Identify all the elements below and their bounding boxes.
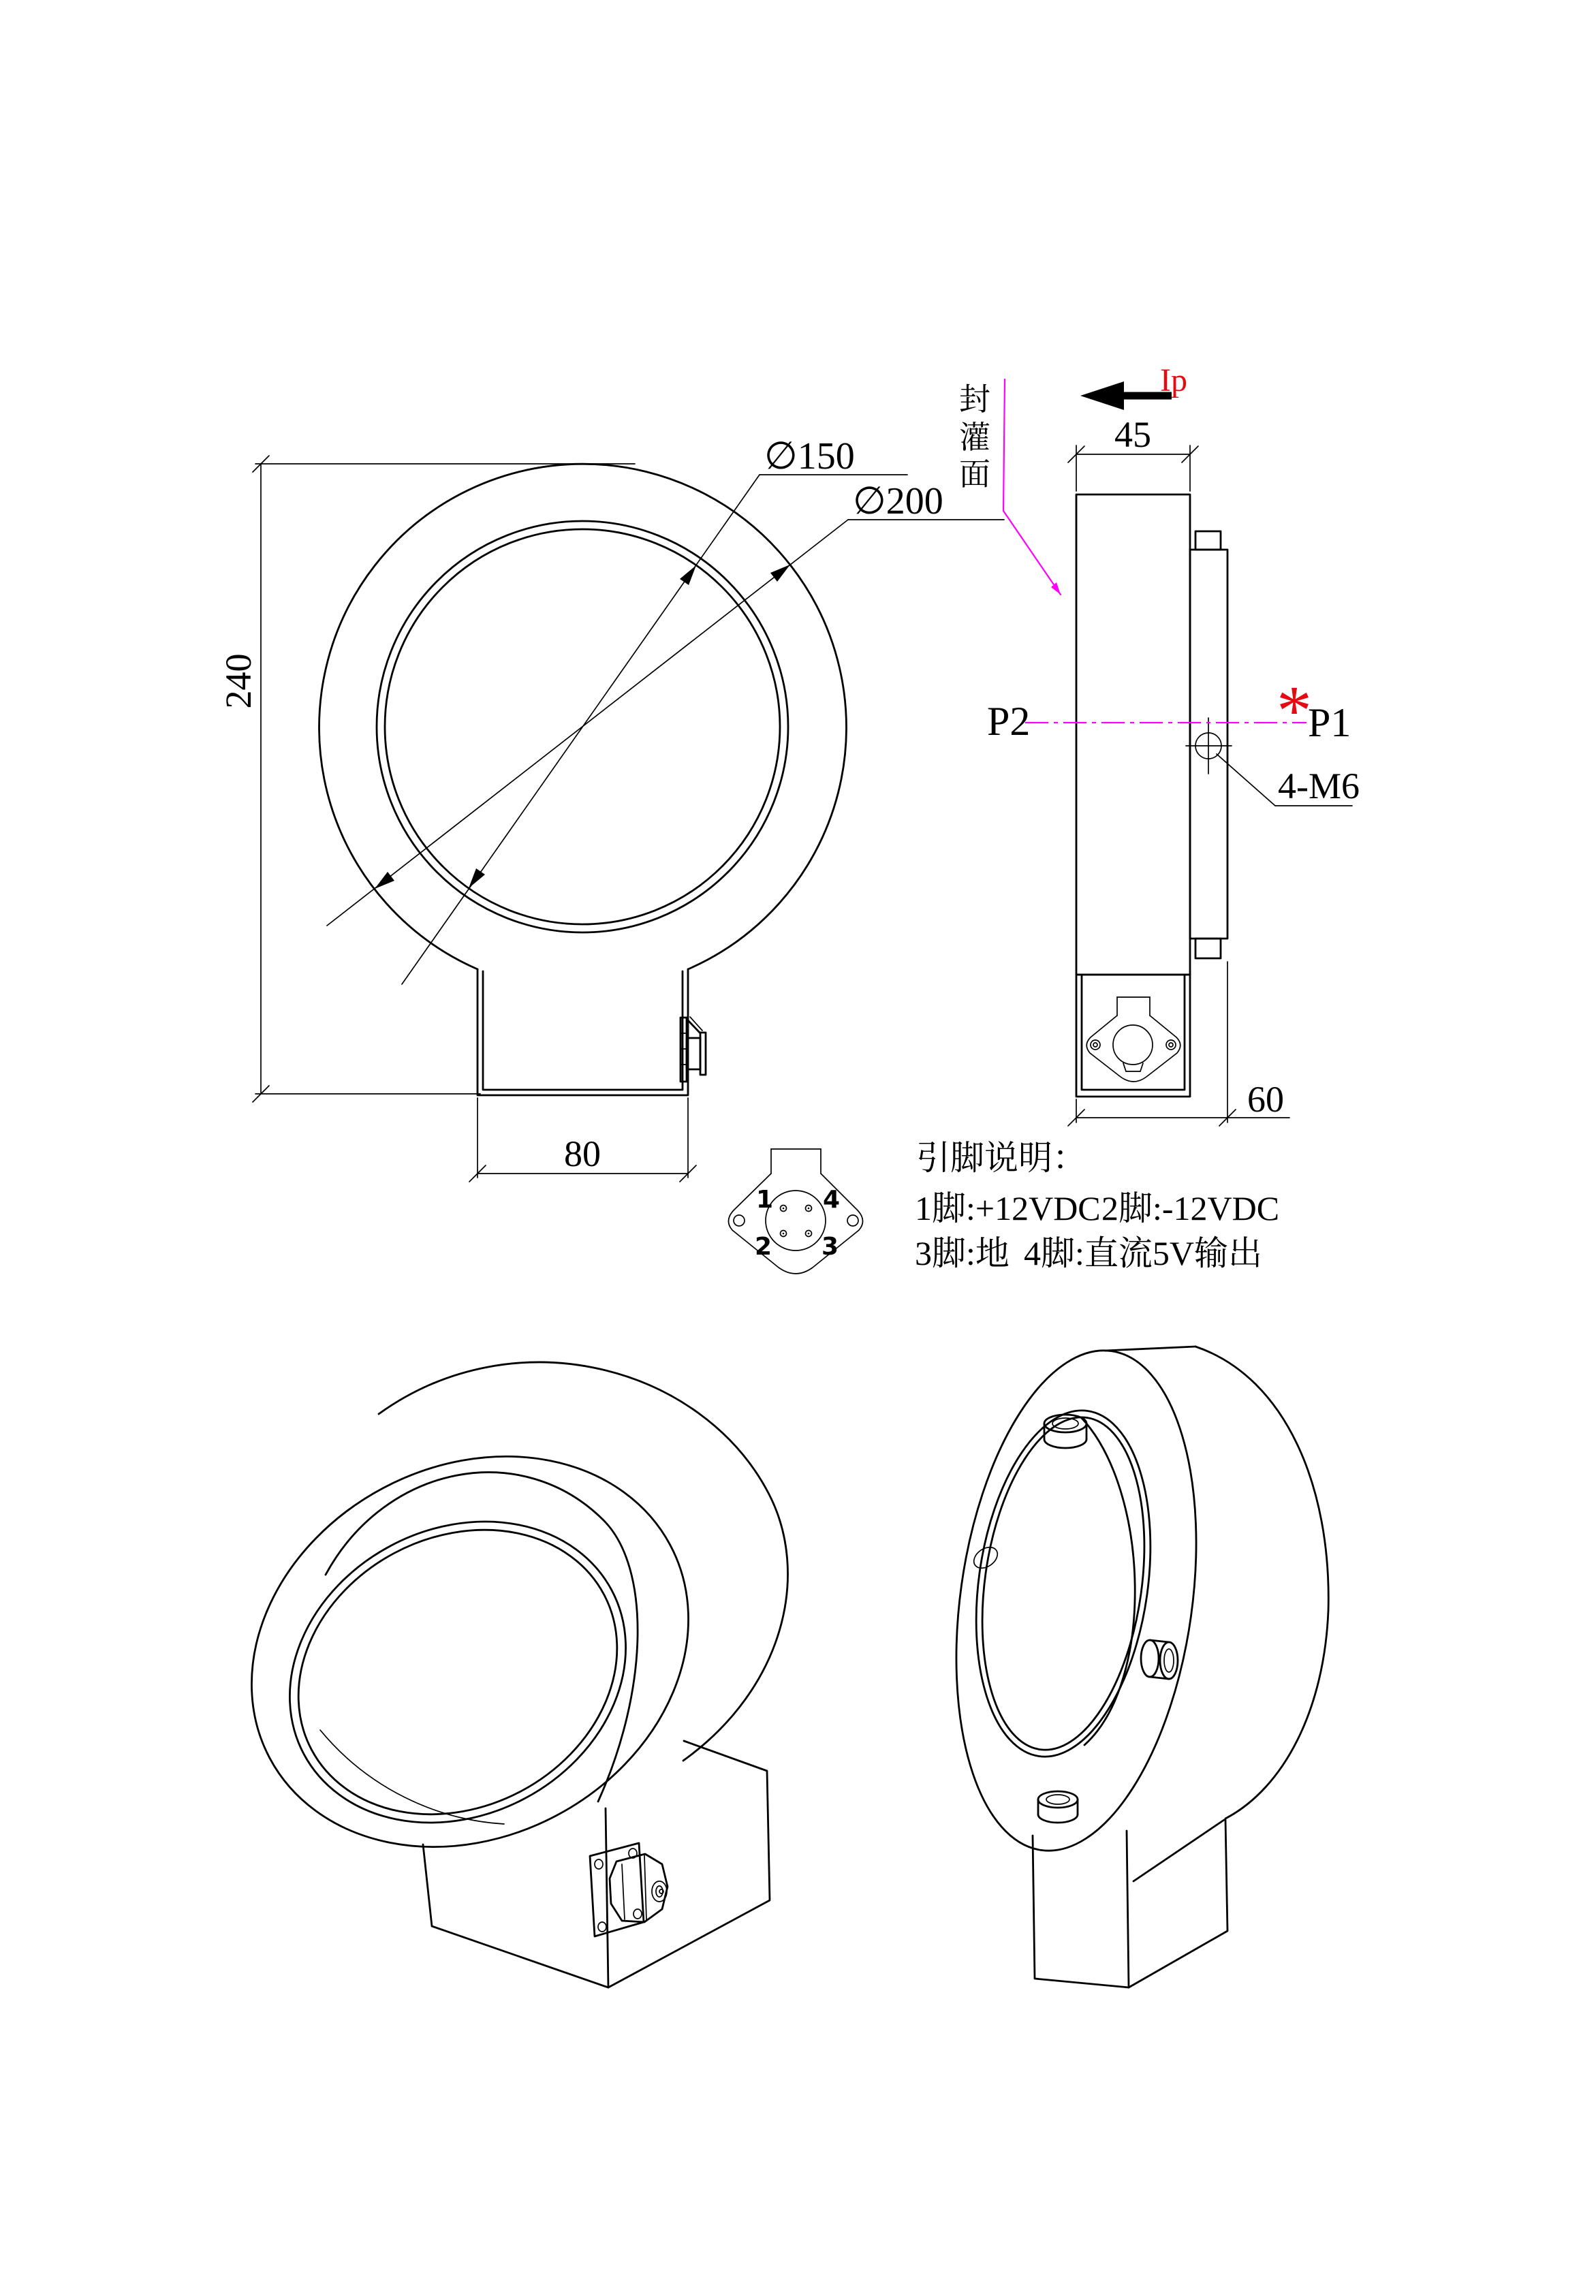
dim-dia150 bbox=[402, 435, 907, 984]
iso-l-bore-inner bbox=[248, 1475, 667, 1869]
pinout-keyway bbox=[771, 1149, 821, 1174]
iso-l-front-rim bbox=[183, 1382, 757, 1922]
potting-char-2: 灌 bbox=[959, 420, 990, 455]
p1-label: P1 bbox=[1308, 700, 1351, 745]
note-pin1: 1脚:+12VDC bbox=[915, 1189, 1101, 1227]
pinout-hole-left bbox=[734, 1215, 745, 1226]
dia200-label: ∅200 bbox=[853, 480, 943, 522]
front-view bbox=[218, 435, 1004, 1182]
note-pin4: 4脚:直流5V输出 bbox=[1024, 1234, 1262, 1272]
connector-pinout bbox=[728, 1149, 862, 1274]
iso-view-right bbox=[926, 1335, 1328, 1987]
dim-45 bbox=[1068, 414, 1198, 491]
dim-60-label: 60 bbox=[1247, 1079, 1284, 1120]
pinout-flange bbox=[728, 1174, 862, 1274]
dim-80 bbox=[469, 1098, 696, 1182]
iso-r-hole-left bbox=[970, 1543, 1001, 1572]
m6-hole bbox=[1186, 718, 1232, 774]
ring-outer-circle bbox=[319, 464, 847, 969]
potting-callout bbox=[959, 379, 1061, 595]
iso-l-bottom-box bbox=[423, 1741, 770, 1987]
potting-char-3: 面 bbox=[959, 457, 990, 492]
pinout-barrel bbox=[766, 1191, 826, 1251]
iso-l-connector bbox=[590, 1843, 668, 1936]
p2-label: P2 bbox=[987, 699, 1031, 744]
bottom-box-outer bbox=[478, 969, 688, 1095]
dim-60 bbox=[1068, 962, 1289, 1126]
dim-240-label: 240 bbox=[218, 653, 259, 709]
dim-80-label: 80 bbox=[564, 1133, 601, 1174]
dim-45-label: 45 bbox=[1114, 414, 1151, 455]
bottom-box-inner bbox=[483, 971, 683, 1090]
pin-1-label: 1 bbox=[756, 1186, 774, 1214]
iso-r-front-rim bbox=[926, 1335, 1226, 1866]
dia150-label: ∅150 bbox=[764, 435, 855, 477]
ip-label: Ip bbox=[1160, 362, 1187, 398]
iso-r-bottom-box bbox=[1033, 1820, 1227, 1987]
note-pin3: 3脚:地 bbox=[915, 1234, 1010, 1272]
ip-arrow bbox=[1080, 362, 1187, 410]
star-marker: * bbox=[1277, 672, 1312, 750]
iso-r-boss-bottom bbox=[1038, 1791, 1078, 1823]
dim-240 bbox=[218, 456, 635, 1102]
iso-r-back-rim bbox=[1195, 1347, 1328, 1819]
pin-4-label: 4 bbox=[823, 1186, 841, 1214]
connector-face-side bbox=[1086, 997, 1180, 1082]
iso-l-bore-wall bbox=[320, 1730, 504, 1824]
plate-clip-bottom bbox=[1195, 939, 1221, 958]
note-pin2: 2脚:-12VDC bbox=[1101, 1189, 1280, 1227]
pinout-pins bbox=[781, 1206, 812, 1237]
body-outline bbox=[1076, 494, 1190, 975]
iso-r-boss-right bbox=[1141, 1640, 1178, 1679]
pin-notes bbox=[915, 1139, 1279, 1272]
connector-profile bbox=[680, 1017, 706, 1082]
notes-title: 引脚说明： bbox=[916, 1139, 1086, 1177]
p-axis bbox=[987, 672, 1351, 750]
arrow-left-icon bbox=[1080, 381, 1124, 410]
iso-r-bore-outer bbox=[956, 1399, 1172, 1768]
iso-l-bore-outer bbox=[236, 1464, 678, 1880]
m6-leader bbox=[1217, 754, 1360, 806]
pinout-hole-right bbox=[847, 1215, 858, 1226]
pin-3-label: 3 bbox=[822, 1233, 839, 1261]
plate-clip-top bbox=[1195, 531, 1221, 550]
pin-2-label: 2 bbox=[755, 1233, 772, 1261]
thread-label: 4-M6 bbox=[1278, 766, 1360, 806]
potting-char-1: 封 bbox=[959, 382, 990, 417]
iso-view-left bbox=[183, 1362, 787, 1987]
iso-l-back-rim bbox=[379, 1362, 788, 1761]
side-view bbox=[959, 362, 1360, 1126]
